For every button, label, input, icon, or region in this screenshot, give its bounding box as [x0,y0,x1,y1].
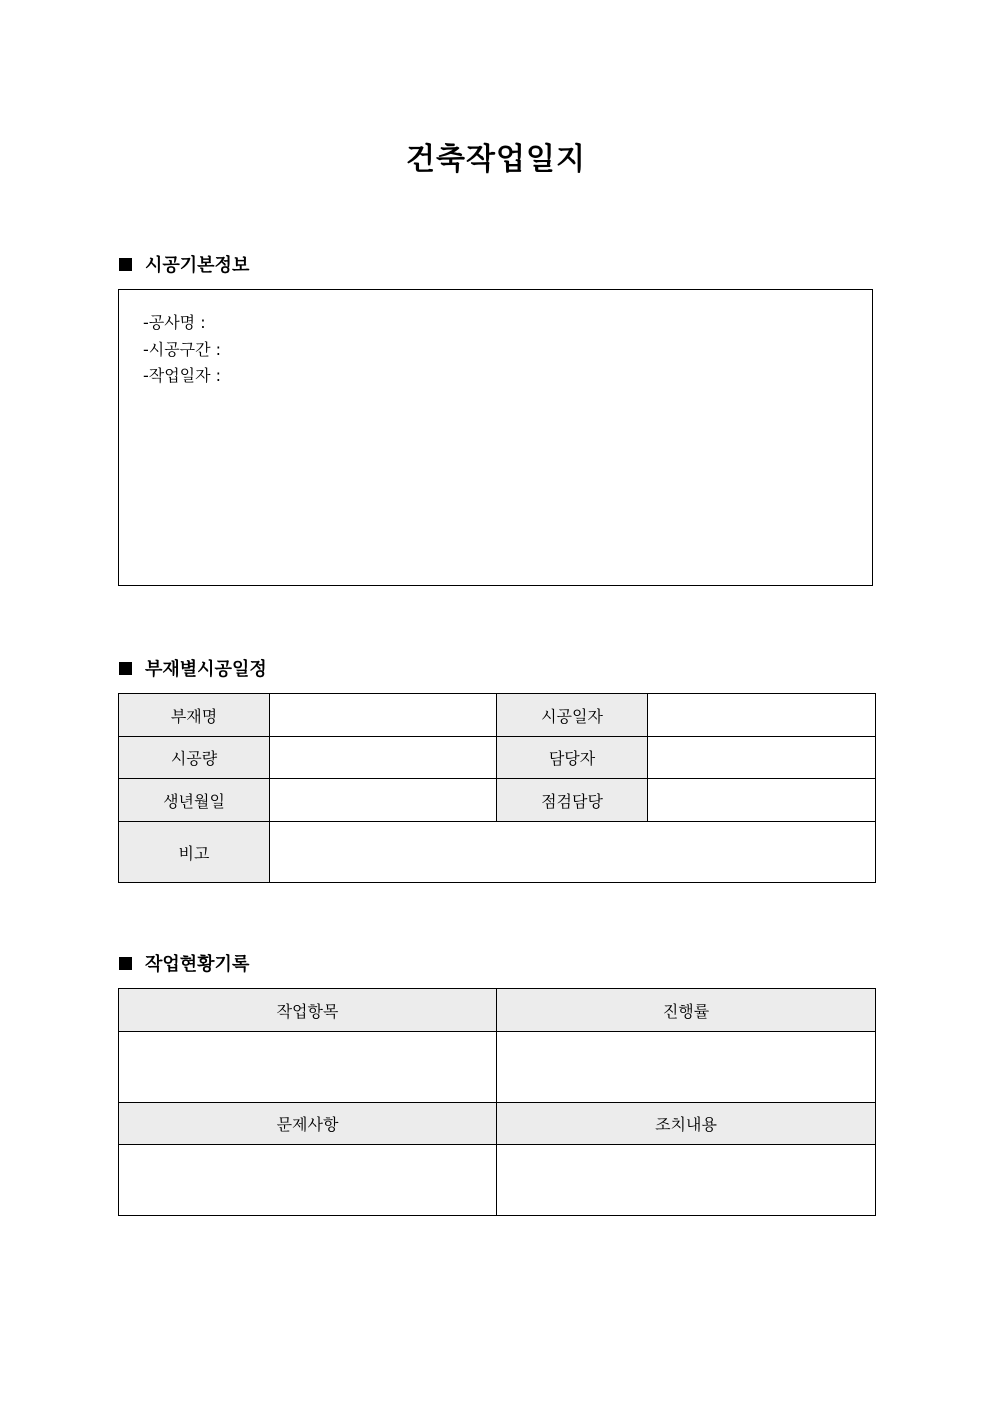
construction-quantity-field[interactable] [270,737,497,779]
progress-rate-header: 진행률 [497,989,876,1032]
construction-section-line: -시공구간 : [143,339,222,359]
person-in-charge-field[interactable] [648,737,876,779]
table-row [119,989,876,1032]
section-heading-label: 작업현황기록 [145,954,250,975]
member-name-field[interactable] [270,694,497,737]
member-name-label: 부재명 [119,694,270,737]
action-taken-field[interactable] [497,1145,876,1216]
square-bullet-icon [119,662,132,675]
person-in-charge-label: 담당자 [497,737,648,779]
section-heading-schedule [119,655,267,681]
work-date-line: -작업일자 : [143,366,222,385]
schedule-table [118,693,876,883]
basic-info-lines [143,310,221,390]
table-row [119,1103,876,1145]
birth-date-label: 생년월일 [119,779,270,822]
construction-date-field[interactable] [648,694,876,737]
inspector-field[interactable] [648,779,876,822]
table-row [119,779,876,822]
construction-date-label: 시공일자 [497,694,648,737]
section-heading-label: 부재별시공일정 [145,659,267,680]
work-item-header: 작업항목 [119,989,497,1032]
action-taken-header: 조치내용 [497,1103,876,1145]
table-row [119,822,876,883]
page-title: 건축작업일지 [406,142,586,177]
section-heading-label: 시공기본정보 [145,255,250,276]
inspector-label: 점검담당 [497,779,648,822]
section-heading-work-status [119,950,249,976]
progress-rate-field[interactable] [497,1032,876,1103]
section-heading-basic-info [119,251,249,277]
table-row [119,1032,876,1103]
construction-quantity-label: 시공량 [119,737,270,779]
birth-date-field[interactable] [270,779,497,822]
table-row [119,737,876,779]
table-row [119,694,876,737]
issues-header: 문제사항 [119,1103,497,1145]
project-name-line: -공사명 : [143,313,206,332]
square-bullet-icon [119,957,132,970]
basic-info-box[interactable] [118,289,873,586]
square-bullet-icon [119,258,132,271]
remarks-label: 비고 [119,822,270,883]
table-row [119,1145,876,1216]
work-status-table [118,988,876,1216]
issues-field[interactable] [119,1145,497,1216]
work-item-field[interactable] [119,1032,497,1103]
remarks-field[interactable] [270,822,876,883]
